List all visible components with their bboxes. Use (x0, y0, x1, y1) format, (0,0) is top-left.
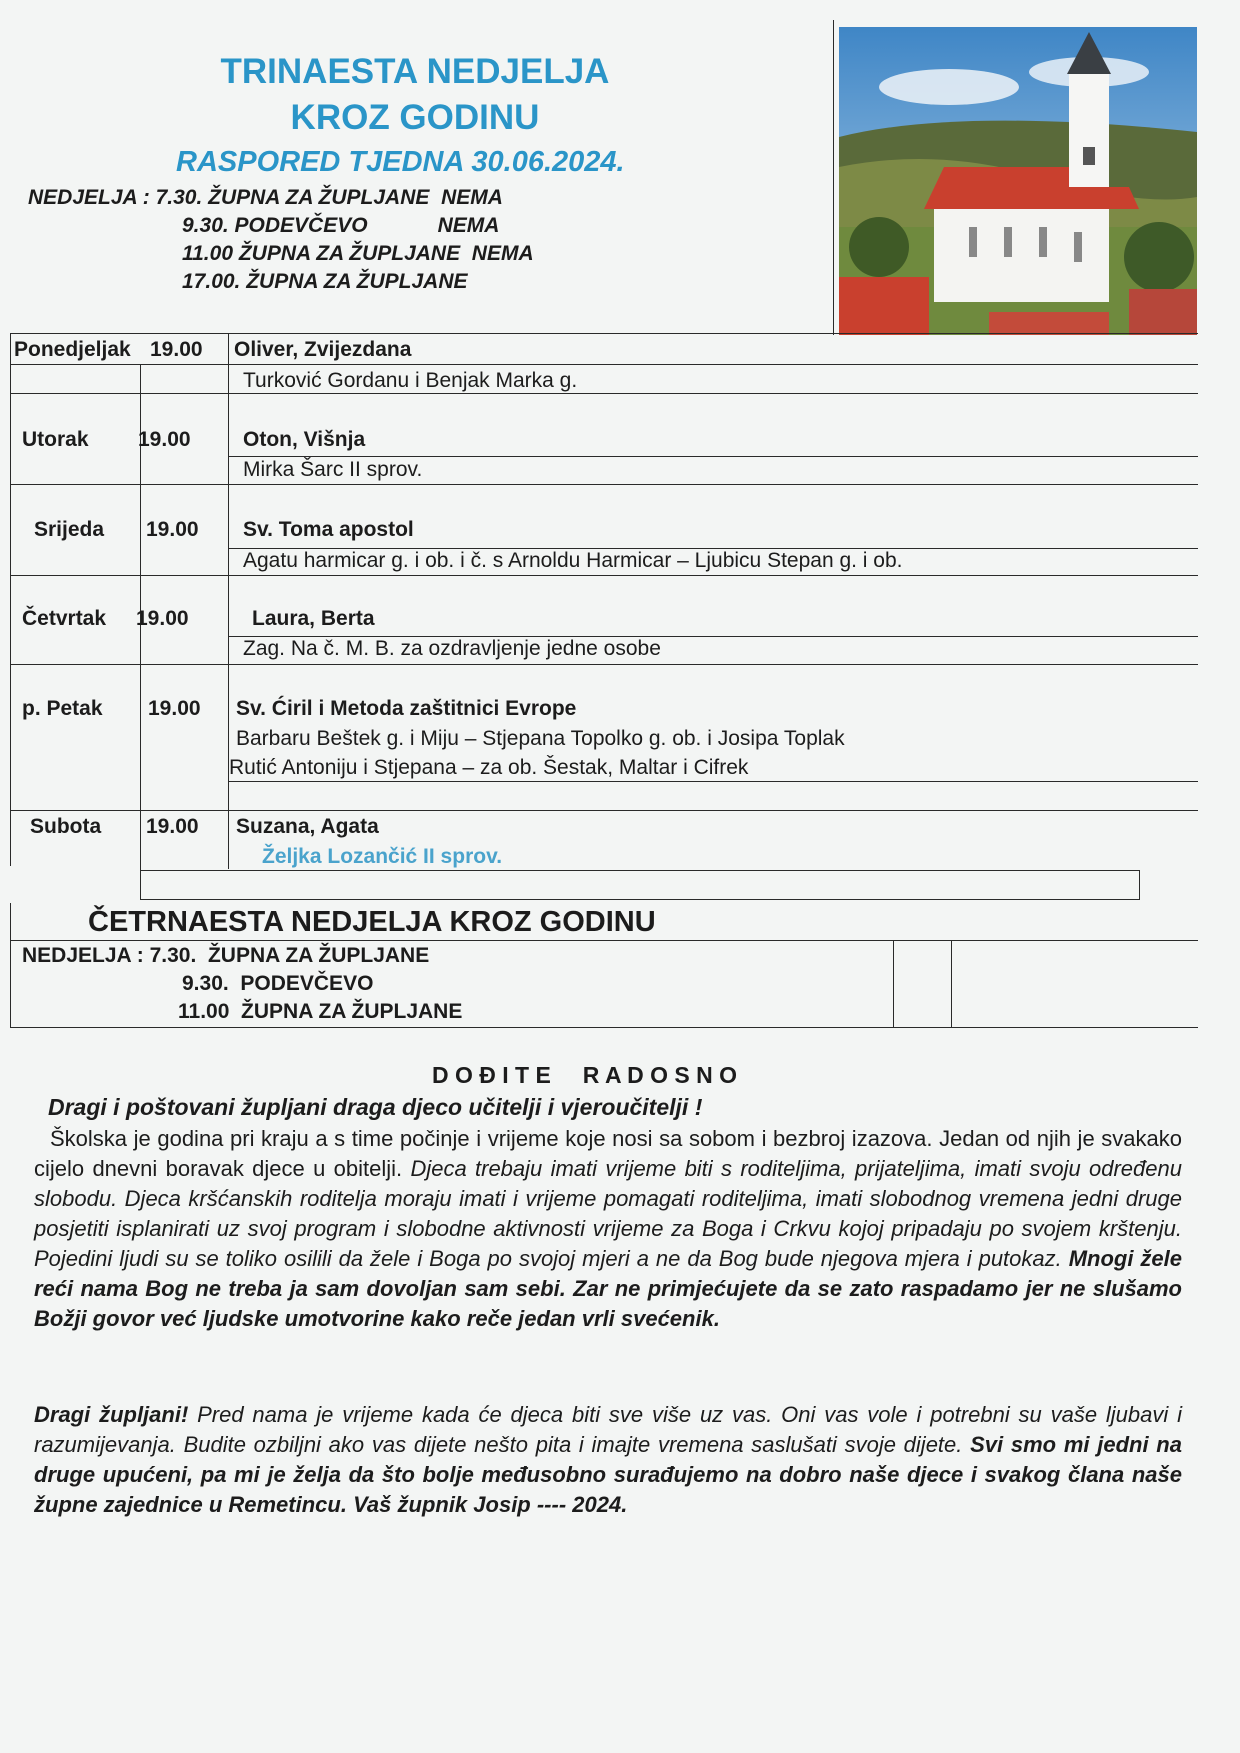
letter-p2-bold: Svi smo mi jedni na druge upućeni, pa mi je želja da što bolje međusobno surađujemo na dobro naše djece i svakog člana naše župne zajednice u Remetincu. Vaš župnik Josip ---- 2024. (34, 1432, 1182, 1517)
church-photo (839, 27, 1197, 335)
letter-p2-italic: Pred nama je vrijeme kada će djeca biti sve više uz vas. Oni vas vole i potrebni su vaše ljubavi i razumijevanja. Budite ozbiljni ako vas dijete nešto pita i imajte vremena saslušati svoje dijete. (34, 1402, 1182, 1457)
grid-line (10, 333, 1198, 334)
header-divider (833, 20, 834, 335)
time-thursday: 19.00 (136, 607, 189, 630)
saints-wednesday: Sv. Toma apostol (243, 518, 414, 541)
grid-line (10, 393, 1198, 394)
time-friday: 19.00 (148, 697, 201, 720)
letter-p1-bold: Mnogi žele reći nama Bog ne treba ja sam dovoljan sam sebi. Zar ne primjećujete da se zato raspadamo jer ne slušamo Božji govor već ljudske umotvorine kako reče jedan vrli svećenik. (34, 1246, 1182, 1331)
grid-line (10, 333, 11, 866)
grid-line (10, 484, 1198, 485)
time-wednesday: 19.00 (146, 518, 199, 541)
title-line-2: KROZ GODINU (290, 98, 540, 137)
grid-line (10, 810, 1198, 811)
subtitle: RASPORED TJEDNA 30.06.2024. (176, 146, 625, 178)
intention-thursday: Zag. Na č. M. B. za ozdravljenje jedne osobe (243, 637, 661, 660)
grid-line (893, 940, 894, 1027)
day-friday: p. Petak (22, 697, 103, 720)
letter-p1-normal: Školska je godina pri kraju a s time počinje i vrijeme koje nosi sa sobom i bezbroj izazova. Jedan od njih je svakako cijelo dnevni boravak djece u obitelji. (34, 1126, 1182, 1181)
grid-line (1139, 870, 1140, 899)
day-tuesday: Utorak (22, 428, 89, 451)
next-sunday-line-1: NEDJELJA : 7.30. ŽUPNA ZA ŽUPLJANE (22, 944, 430, 967)
grid-line (10, 364, 1198, 365)
sunday-line-2: 9.30. PODEVČEVO NEMA (182, 214, 500, 237)
time-saturday: 19.00 (146, 815, 199, 838)
saints-thursday: Laura, Berta (252, 607, 375, 630)
grid-line (10, 664, 1198, 665)
sunday-line-3: 11.00 ŽUPNA ZA ŽUPLJANE NEMA (182, 242, 534, 265)
saints-monday: Oliver, Zvijezdana (234, 338, 412, 361)
intention-wednesday: Agatu harmicar g. i ob. i č. s Arnoldu Harmicar – Ljubicu Stepan g. i ob. (243, 549, 903, 572)
intention-saturday: Željka Lozančić II sprov. (262, 845, 503, 868)
letter-paragraph-1 (34, 1124, 1182, 1334)
grid-line (228, 333, 229, 869)
letter-p2-lead: Dragi župljani! (34, 1402, 189, 1427)
next-sunday-line-2: 9.30. PODEVČEVO (182, 972, 374, 995)
grid-line (140, 899, 1140, 900)
grid-line (228, 781, 1198, 782)
section-border (10, 903, 11, 1027)
day-saturday: Subota (30, 815, 102, 838)
grid-line (951, 940, 952, 1027)
day-monday: Ponedjeljak (14, 338, 131, 361)
sunday-line-4: 17.00. ŽUPNA ZA ŽUPLJANE (182, 270, 468, 293)
intention-friday-1: Barbaru Beštek g. i Miju – Stjepana Topolko g. ob. i Josipa Toplak (236, 727, 845, 750)
intention-tuesday: Mirka Šarc II sprov. (243, 458, 423, 481)
saints-friday: Sv. Ćiril i Metoda zaštitnici Evrope (236, 697, 577, 720)
saints-tuesday: Oton, Višnja (243, 428, 366, 451)
grid-line (228, 456, 1198, 457)
day-thursday: Četvrtak (22, 607, 107, 630)
time-monday: 19.00 (150, 338, 203, 361)
grid-line (10, 1027, 1198, 1028)
grid-line (10, 940, 1198, 941)
letter-paragraph-2 (34, 1400, 1182, 1520)
intention-friday-2: Rutić Antoniju i Stjepana – za ob. Šestak, Maltar i Cifrek (229, 756, 749, 779)
grid-line (10, 575, 1198, 576)
time-tuesday: 19.00 (138, 428, 191, 451)
next-sunday-line-3: 11.00 ŽUPNA ZA ŽUPLJANE (178, 1000, 463, 1023)
letter-heading: D O Đ I T E R A D O S N O (432, 1062, 737, 1088)
title-line-1: TRINAESTA NEDJELJA (220, 52, 610, 91)
church-illustration (839, 27, 1197, 335)
letter-p1-italic: Djeca trebaju imati vrijeme biti s roditeljima, prijateljima, imati svoju određenu slobodu. Djeca kršćanskih roditelja moraju imati i vrijeme pomagati roditeljima, imati slobodnog vremena jedni druge posjetiti isplanirati uz svoj program i slobodne aktivnosti vrijeme za Boga i Crkvu kojoj pripadaju po svojem krštenju. Pojedini ljudi su se toliko osilili da žele i Boga po svojoj mjeri a ne da Bog bude njegova mjera i putokaz. (34, 1156, 1182, 1271)
saints-saturday: Suzana, Agata (236, 815, 379, 838)
day-wednesday: Srijeda (34, 518, 105, 541)
next-week-title: ČETRNAESTA NEDJELJA KROZ GODINU (88, 906, 656, 938)
grid-line (140, 870, 1140, 871)
intention-monday: Turković Gordanu i Benjak Marka g. (243, 369, 578, 392)
sunday-line-1: NEDJELJA : 7.30. ŽUPNA ZA ŽUPLJANE NEMA (28, 186, 503, 209)
letter-greeting: Dragi i poštovani župljani draga djeco učitelji i vjeroučitelji ! (48, 1094, 703, 1120)
